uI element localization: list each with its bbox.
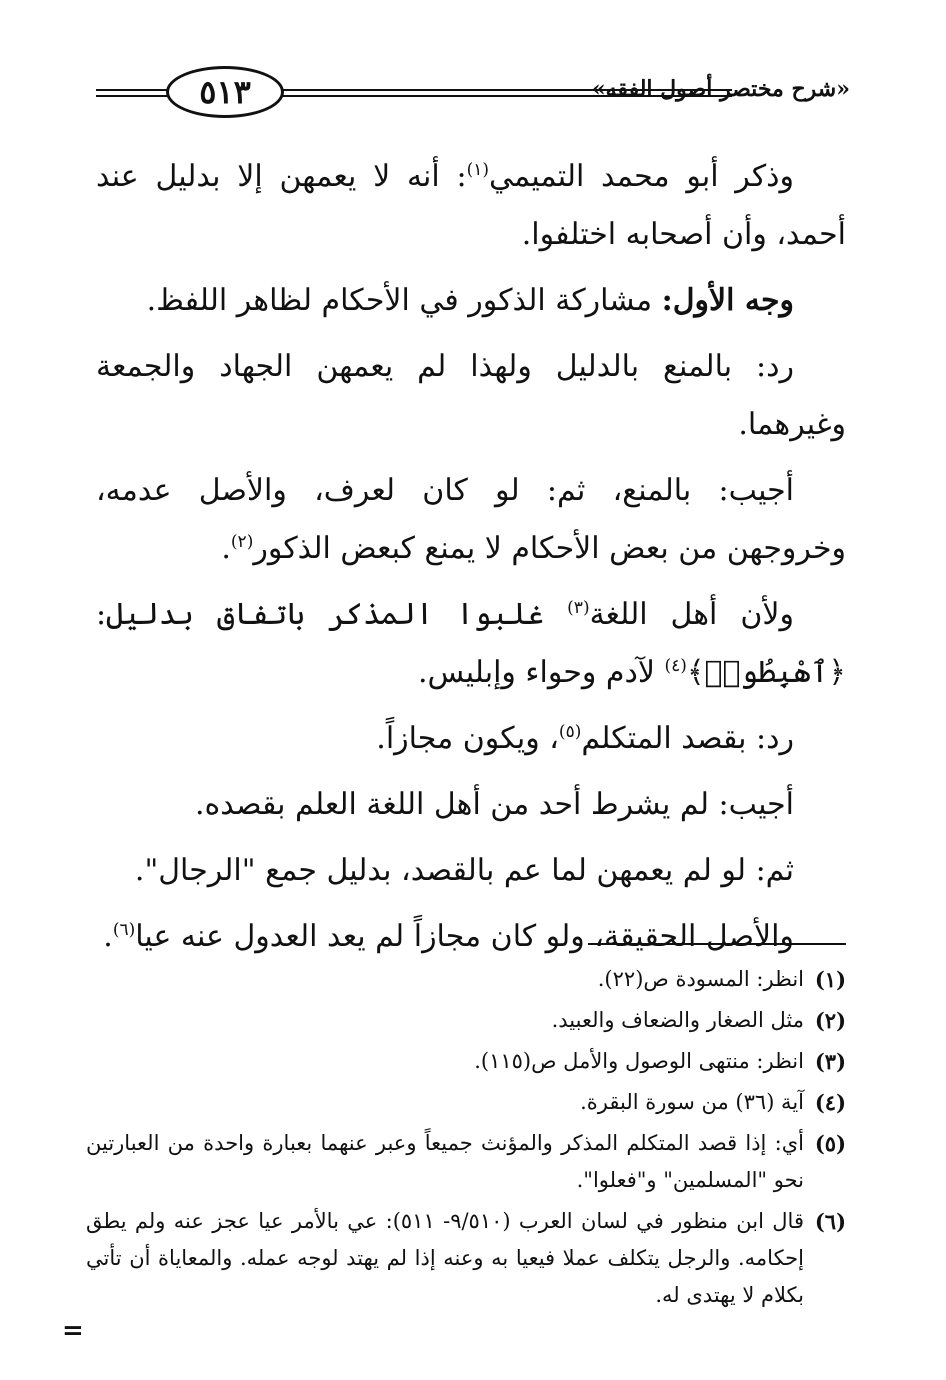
footnote-text: مثل الصغار والضعاف والعبيد. <box>551 1008 804 1032</box>
text-run: لآدم وحواء وإبليس. <box>417 655 665 690</box>
text-run: رد: بقصد المتكلم <box>581 721 794 756</box>
footnote-separator <box>588 943 846 945</box>
text-run: ثم: لو لم يعمهن لما عم بالقصد، بدليل جمع "الرجال". <box>134 853 794 888</box>
main-text <box>96 148 846 966</box>
footnote-ref-1: (١) <box>466 160 490 180</box>
paragraph-5 <box>96 586 846 702</box>
footnotes <box>86 943 846 1318</box>
continuation-mark: = <box>62 1316 84 1346</box>
paragraph-8 <box>96 842 846 900</box>
footnote-2 <box>86 1002 846 1039</box>
header-rule-left <box>96 89 176 97</box>
footnote-ref-3: (٣) <box>567 598 590 618</box>
footnote-number: (٤) <box>814 1090 846 1115</box>
text-run: أجيب: لم يشرط أحد من أهل اللغة العلم بقصده. <box>194 787 794 822</box>
quran-quote: غلبوا المذكر باتفاق بدليل: ﴿ٱهْبِطُوا۟﴾ <box>96 597 846 690</box>
footnote-text: انظر: منتهى الوصول والأمل ص(١١٥). <box>474 1049 804 1073</box>
text-run: والأصل الحقيقة، ولو كان مجازاً لم يعد العدول عنه عيا <box>135 919 794 954</box>
paragraph-4 <box>96 462 846 578</box>
paragraph-2 <box>96 272 846 330</box>
footnote-6 <box>86 1203 846 1314</box>
footnote-text: آية (٣٦) من سورة البقرة. <box>580 1090 804 1114</box>
footnote-number: (٥) <box>814 1131 846 1156</box>
text-run: رد: بالمنع بالدليل ولهذا لم يعمهن الجهاد والجمعة وغيرهما. <box>96 349 846 442</box>
paragraph-1 <box>96 148 846 264</box>
footnote-text: أي: إذا قصد المتكلم المذكر والمؤنث جميعاً وعبر عنهما بعبارة واحدة من العبارتين نحو "المسلمين" و"فعلوا". <box>86 1131 804 1192</box>
footnote-ref-2: (٢) <box>230 532 254 552</box>
paragraph-6 <box>96 710 846 768</box>
footnote-text: انظر: المسودة ص(٢٢). <box>597 967 804 991</box>
footnote-number: (١) <box>814 967 846 992</box>
footnote-number: (٣) <box>814 1049 846 1074</box>
page-header <box>96 58 850 128</box>
text-run: وذكر أبو محمد التميمي <box>489 159 794 194</box>
text-run: مشاركة الذكور في الأحكام لظاهر اللفظ. <box>146 283 662 318</box>
footnote-text: قال ابن منظور في لسان العرب (٩/٥١٠- ٥١١): عي بالأمر عيا عجز عنه ولم يطق إحكامه. والرجل يتكلف عملا فيعيا به وعنه إذا لم يهتد لوجه عمله. والمعاياة أن تأتي بكلام لا يهتدى له. <box>86 1209 804 1307</box>
text-run: . <box>221 531 231 566</box>
text-run: : أنه لا يعمهن إلا بدليل عند أحمد، وأن أصحابه اختلفوا. <box>96 159 846 252</box>
lead-label: وجه الأول: <box>661 283 794 318</box>
page-number: ٥١٣ <box>166 66 284 118</box>
text-run: ، ويكون مجازاً. <box>376 721 559 756</box>
text-run: أجيب: بالمنع، ثم: لو كان لعرف، والأصل عدمه، وخروجهن من بعض الأحكام لا يمنع كبعض الذكور <box>96 473 846 566</box>
footnote-ref-5: (٥) <box>558 722 582 742</box>
text-run: ولأن أهل اللغة <box>589 597 794 632</box>
footnote-4 <box>86 1084 846 1121</box>
running-title: «شرح مختصر أصول الفقه» <box>591 76 850 102</box>
footnote-number: (٢) <box>814 1008 846 1033</box>
footnote-1 <box>86 961 846 998</box>
text-run: . <box>103 919 113 954</box>
footnote-number: (٦) <box>814 1209 846 1234</box>
footnote-ref-4: (٤) <box>664 656 687 676</box>
paragraph-3 <box>96 338 846 454</box>
footnote-ref-6: (٦) <box>112 920 136 940</box>
footnote-3 <box>86 1043 846 1080</box>
footnote-5 <box>86 1125 846 1199</box>
paragraph-7 <box>96 776 846 834</box>
